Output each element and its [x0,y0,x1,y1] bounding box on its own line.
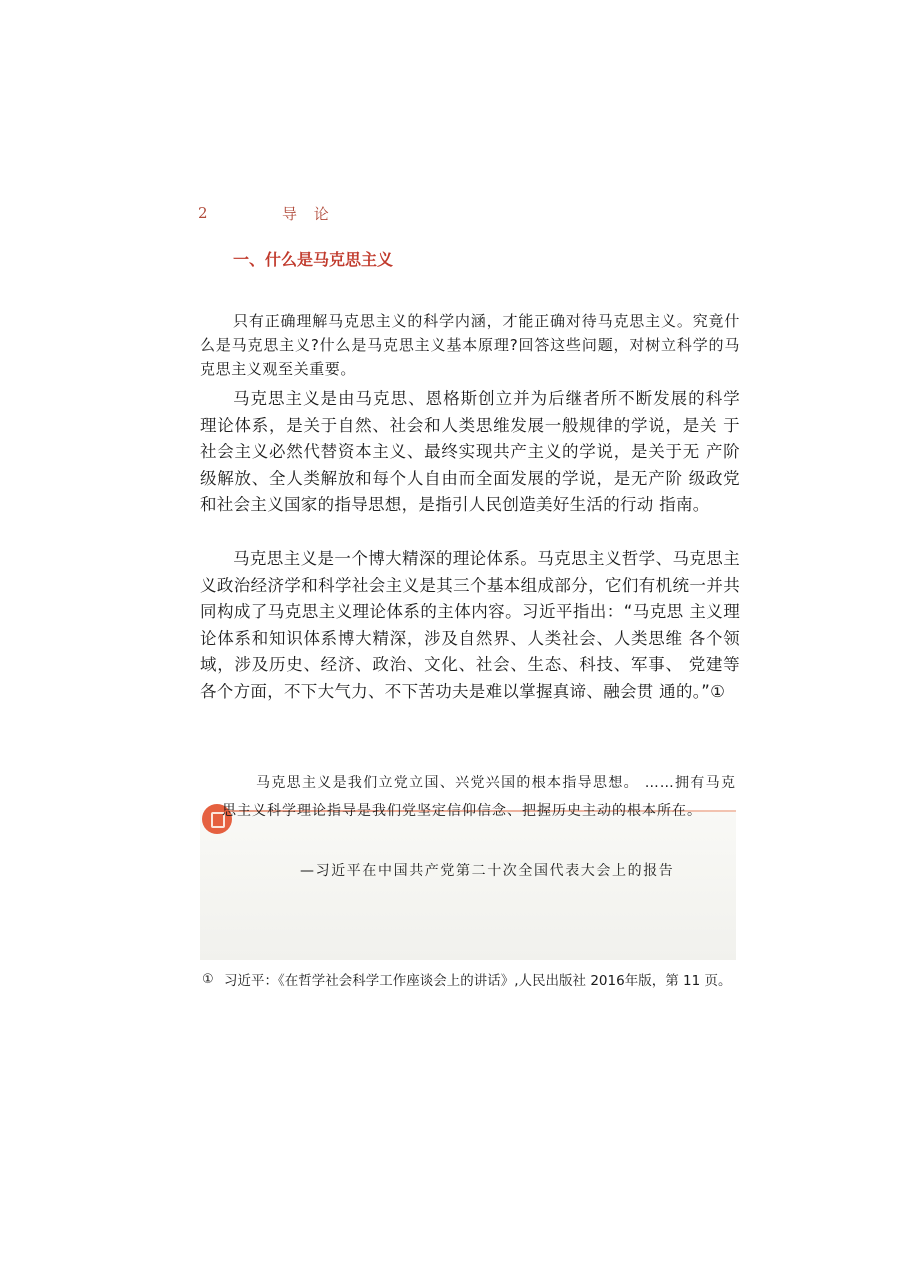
quote-box [200,760,736,960]
section-heading: 一、什么是马克思主义 [233,250,394,269]
footnote-text: 习近平：《在哲学社会科学工作座谈会上的讲话》,人民出版社 2016年版，第 11 页。 [224,973,732,989]
running-head: 导 论 [282,205,335,223]
quote-background [200,810,736,960]
body-paragraph-2: 马克思主义是由马克思、恩格斯创立并为后继者所不断发展的科学 理论体系，是关于自然、社会和人类思维发展一般规律的学说，是关 于社会主义必然代替资本主义、最终实现共产主义的学说，是关于无 产阶级解放、全人类解放和每个人自由而全面发展的学说，是无产阶 级政党和社会主义国家的指导思想，是指引人民创造美好生活的行动 指南。 [200,389,740,514]
body-paragraph-1: 只有正确理解马克思主义的科学内涵，才能正确对待马克思主义。究竟什么是马克思主义?什么是马克思主义基本原理?回答这些问题，对树立科学的马克思主义观至关重要。 [200,312,740,378]
page-number: 2 [198,204,208,222]
quote-text: 马克思主义是我们立党立国、兴党兴国的根本指导思想。 ……拥有马克思主义科学理论指导是我们党坚定信仰信念、把握历史主动的根本所在。 [222,775,736,819]
footnote-marker: ① [202,972,214,987]
body-paragraph-3: 马克思主义是一个博大精深的理论体系。马克思主义哲学、马克思主义政治经济学和科学社会主义是其三个基本组成部分，它们有机统一并共同构成了马克思主义理论体系的主体内容。习近平指出：“马克思 主义理论体系和知识体系博大精深，涉及自然界、人类社会、人类思维 各个领域，涉及历史、经济、政治、文化、社会、生态、科技、军事、 党建等各个方面，不下大气力、不下苦功夫是难以掌握真谛、融会贯 通的。”① [200,549,740,701]
quote-attribution: —习近平在中国共产党第二十次全国代表大会上的报告 [300,863,675,879]
